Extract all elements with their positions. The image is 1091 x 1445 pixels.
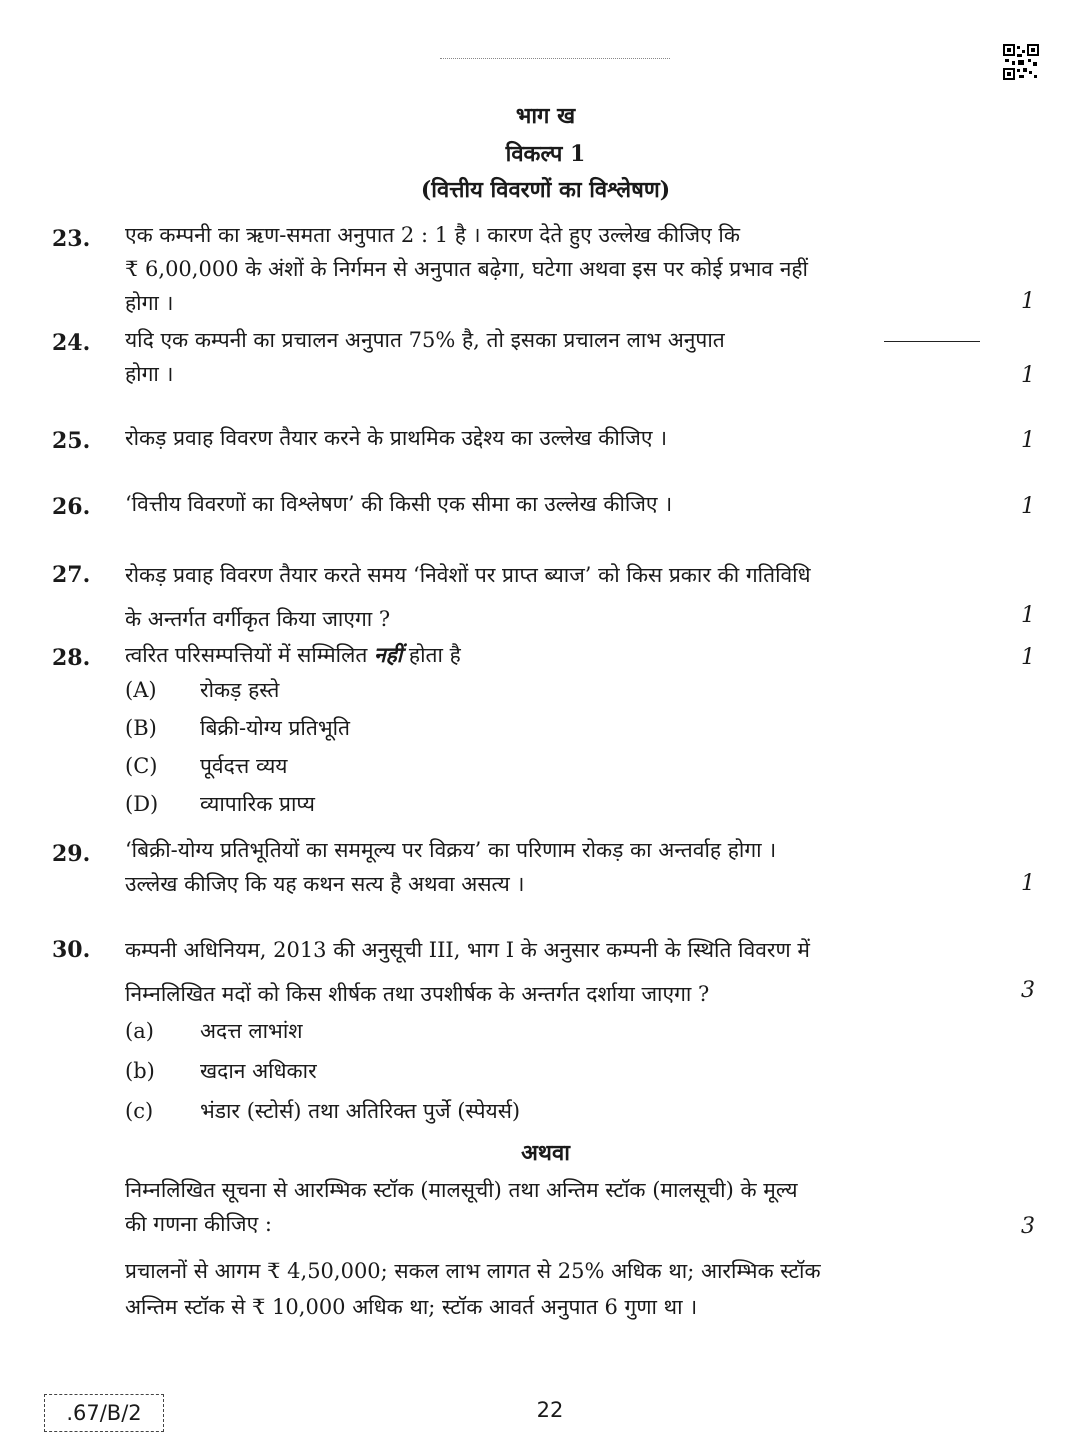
subject-heading: (वित्तीय विवरणों का विश्लेषण) xyxy=(420,177,671,203)
option-a xyxy=(125,676,279,704)
option-heading: विकल्प 1 xyxy=(505,141,586,167)
question-text xyxy=(125,928,980,1016)
header-rule xyxy=(440,58,670,62)
question-text xyxy=(125,833,980,901)
question-text-part: त्वरित परिसम्पत्तियों में सम्मिलित xyxy=(125,643,368,667)
question-text: ‘वित्तीय विवरणों का विश्लेषण’ की किसी एक सीमा का उल्लेख कीजिए । xyxy=(125,492,673,516)
question-text xyxy=(125,323,980,391)
option-b xyxy=(125,714,350,742)
option-a xyxy=(125,1017,303,1045)
option-text: व्यापारिक प्राप्य xyxy=(200,792,315,816)
option-label: (C) xyxy=(125,754,158,778)
question-number: 25. xyxy=(52,428,91,454)
fill-in-blank xyxy=(884,323,980,342)
question-line: के अन्तर्गत वर्गीकृत किया जाएगा ? xyxy=(125,607,391,631)
option-c xyxy=(125,752,287,780)
question-number: 29. xyxy=(52,841,91,867)
question-line: रोकड़ प्रवाह विवरण तैयार करते समय ‘निवेशों पर प्राप्त ब्याज’ को किस प्रकार की गतिविधि xyxy=(125,563,811,587)
option-label: (a) xyxy=(125,1019,154,1043)
option-text: रोकड़ हस्ते xyxy=(200,678,280,702)
question-line: ‘बिक्री-योग्य प्रतिभूतियों का सममूल्य पर विक्रय’ का परिणाम रोकड़ का अन्तर्वाह होगा । xyxy=(125,838,777,862)
option-text: खदान अधिकार xyxy=(200,1059,317,1083)
section-heading: भाग ख xyxy=(515,103,576,129)
or-divider: अथवा xyxy=(521,1140,570,1166)
marks: 1 xyxy=(1021,363,1035,388)
question-line: उल्लेख कीजिए कि यह कथन सत्य है अथवा असत्य । xyxy=(125,872,525,896)
question-line: कम्पनी अधिनियम, 2013 की अनुसूची III, भाग I के अनुसार कम्पनी के स्थिति विवरण में xyxy=(125,938,810,962)
question-line: निम्नलिखित मदों को किस शीर्षक तथा उपशीर्षक के अन्तर्गत दर्शाया जाएगा ? xyxy=(125,982,710,1006)
question-line: होगा । xyxy=(125,291,174,315)
option-label: (D) xyxy=(125,792,159,816)
question-text xyxy=(125,553,980,641)
option-d xyxy=(125,790,315,818)
question-line: ₹ 6,00,000 के अंशों के निर्गमन से अनुपात बढ़ेगा, घटेगा अथवा इस पर कोई प्रभाव नहीं xyxy=(125,257,808,281)
question-text-part: होता है xyxy=(408,643,461,667)
question-line: एक कम्पनी का ऋण-समता अनुपात 2 : 1 है । कारण देते हुए उल्लेख कीजिए कि xyxy=(125,223,740,247)
option-label: (c) xyxy=(125,1099,154,1123)
marks: 3 xyxy=(1021,1214,1035,1239)
option-label: (b) xyxy=(125,1059,155,1083)
question-line: प्रचालनों से आगम ₹ 4,50,000; सकल लाभ लागत से 25% अधिक था; आरम्भिक स्टॉक xyxy=(125,1259,821,1283)
question-number: 26. xyxy=(52,494,91,520)
option-c xyxy=(125,1097,520,1125)
option-text: बिक्री-योग्य प्रतिभूति xyxy=(200,716,350,740)
question-line: होगा । xyxy=(125,362,174,386)
option-text: पूर्वदत्त व्यय xyxy=(200,754,288,778)
question-text xyxy=(125,218,980,320)
question-number: 27. xyxy=(52,562,91,588)
marks: 1 xyxy=(1021,871,1035,896)
marks: 1 xyxy=(1021,603,1035,628)
question-text: रोकड़ प्रवाह विवरण तैयार करने के प्राथमिक उद्देश्य का उल्लेख कीजिए । xyxy=(125,426,668,450)
question-line: अन्तिम स्टॉक से ₹ 10,000 अधिक था; स्टॉक आवर्त अनुपात 6 गुणा था । xyxy=(125,1295,698,1319)
marks: 1 xyxy=(1021,645,1035,670)
question-number: 23. xyxy=(52,226,91,252)
question-line: यदि एक कम्पनी का प्रचालन अनुपात 75% है, तो इसका प्रचालन लाभ अनुपात xyxy=(125,328,725,352)
question-number: 28. xyxy=(52,645,91,671)
option-text: भंडार (स्टोर्स) तथा अतिरिक्त पुर्जे (स्पेयर्स) xyxy=(200,1099,521,1123)
question-text xyxy=(125,638,980,672)
qr-code-icon xyxy=(1003,44,1039,80)
alternative-question-text xyxy=(125,1173,980,1241)
option-text: अदत्त लाभांश xyxy=(200,1019,303,1043)
option-label: (B) xyxy=(125,716,157,740)
emphasis-text: नहीं xyxy=(373,642,403,667)
alternative-data-text xyxy=(125,1253,980,1325)
option-label: (A) xyxy=(125,678,157,702)
marks: 1 xyxy=(1021,494,1035,519)
page-number: 22 xyxy=(536,1398,564,1422)
marks: 1 xyxy=(1021,289,1035,314)
paper-code: .67/B/2 xyxy=(44,1394,164,1432)
question-number: 30. xyxy=(52,937,91,963)
question-number: 24. xyxy=(52,330,91,356)
question-line: की गणना कीजिए : xyxy=(125,1212,272,1236)
marks: 3 xyxy=(1021,978,1035,1003)
option-b xyxy=(125,1057,317,1085)
question-line: निम्नलिखित सूचना से आरम्भिक स्टॉक (मालसूची) तथा अन्तिम स्टॉक (मालसूची) के मूल्य xyxy=(125,1178,798,1202)
marks: 1 xyxy=(1021,428,1035,453)
